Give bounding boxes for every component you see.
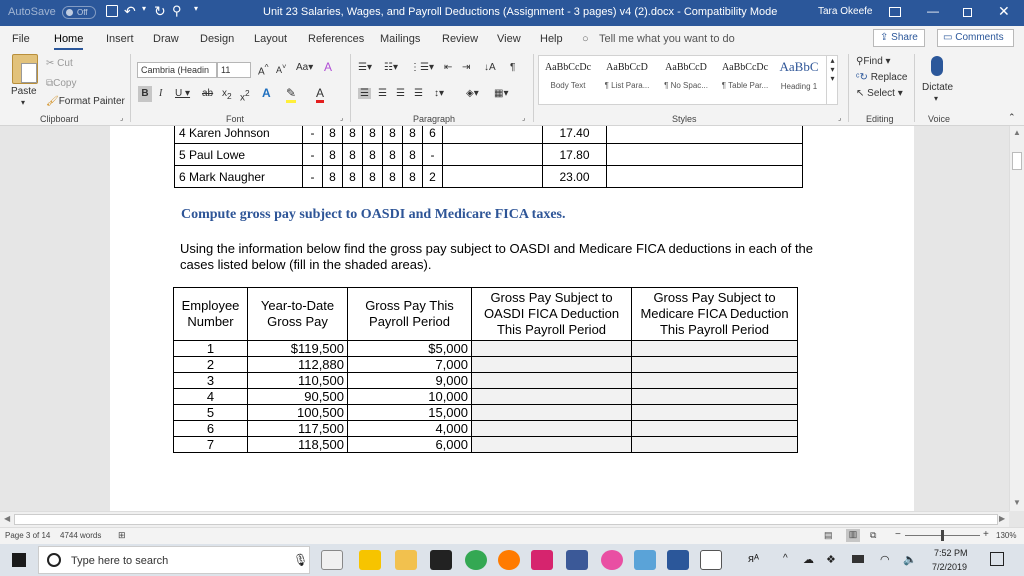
word-icon[interactable] (667, 550, 689, 570)
minimize-icon[interactable]: — (927, 4, 939, 18)
tab-help[interactable]: Help (540, 33, 563, 45)
tab-references[interactable]: References (308, 33, 365, 45)
web-layout-icon[interactable]: ⧉ (870, 530, 877, 540)
tab-design[interactable]: Design (200, 33, 235, 45)
store-icon[interactable] (359, 550, 381, 570)
medicare-input-cell[interactable] (632, 421, 798, 437)
people-icon[interactable]: ᴙᴬ (748, 553, 759, 565)
timesheet-table (174, 126, 803, 188)
clear-format-icon[interactable]: A (324, 60, 333, 74)
file-explorer-icon[interactable] (395, 550, 417, 570)
oasdi-input-cell[interactable] (472, 437, 632, 453)
search-icon: ⚲ (856, 56, 864, 67)
instructions-text: Using the information below find the gross pay subject to OASDI and Medicare FICA deductions in each of the cases listed below (fill in the shaded areas). (180, 241, 814, 272)
oasdi-input-cell[interactable] (472, 373, 632, 389)
table-row: 4 90,500 10,000 (174, 389, 798, 405)
table-row: 6 117,500 4,000 (174, 421, 798, 437)
table-header-row (174, 288, 798, 341)
scroll-thumb[interactable] (1012, 152, 1022, 170)
scroll-up-icon[interactable]: ▲ (1013, 128, 1021, 137)
notification-icon[interactable] (990, 552, 1004, 566)
scissors-icon: ✂ (46, 58, 55, 69)
oasdi-input-cell[interactable] (472, 357, 632, 373)
lightbulb-icon: ○ (582, 33, 589, 45)
medicare-input-cell[interactable] (632, 341, 798, 357)
replace-button[interactable]: ᶜ↻ Replace (856, 72, 908, 83)
redo-icon[interactable]: ↻ (154, 3, 166, 19)
medicare-input-cell[interactable] (632, 373, 798, 389)
oasdi-input-cell[interactable] (472, 389, 632, 405)
find-button[interactable]: ⚲Find ▾ (856, 56, 891, 67)
style-no-spacing[interactable]: AaBbCcD ¶ No Spac... (664, 62, 708, 90)
change-case-icon[interactable]: Aa▾ (296, 62, 314, 73)
medicare-input-cell[interactable] (632, 357, 798, 373)
dictate-button[interactable]: Dictate (922, 82, 954, 93)
bold-button[interactable]: B (138, 86, 152, 102)
horizontal-scrollbar[interactable] (0, 511, 1009, 527)
table-row: 7 118,500 6,000 (174, 437, 798, 453)
volume-icon[interactable]: 🔈 (903, 554, 917, 566)
align-left-icon[interactable]: ☰ (360, 88, 369, 99)
paste-icon[interactable] (12, 54, 38, 84)
chrome-icon[interactable] (465, 550, 487, 570)
style-list-paragraph[interactable]: AaBbCcD ¶ List Para... (604, 62, 650, 90)
borders-icon[interactable]: ▦▾ (494, 88, 509, 99)
status-bar (0, 527, 1024, 544)
undo-dropdown-icon[interactable]: ▾ (142, 4, 147, 13)
paste-button[interactable]: Paste (11, 86, 37, 97)
gross-pay-table (173, 287, 798, 453)
oasdi-input-cell[interactable] (472, 421, 632, 437)
tell-me-box[interactable]: Tell me what you want to do (599, 33, 735, 45)
superscript-button[interactable]: $x^2$ (240, 88, 250, 104)
mail-icon[interactable] (430, 550, 452, 570)
share-icon: ⇪ (880, 32, 892, 43)
paragraph-launcher-icon[interactable]: ⌟ (522, 115, 526, 122)
autosave-toggle[interactable]: Off (62, 6, 96, 19)
document-title: Unit 23 Salaries, Wages, and Payroll Deductions (Assignment - 3 pages) v4 (2).docx - Compatibility Mode (263, 6, 778, 18)
close-icon[interactable]: ✕ (998, 3, 1010, 19)
table-row: 1 $119,500 $5,000 (174, 341, 798, 357)
underline-button[interactable]: U ▾ (175, 88, 191, 99)
document-area (0, 126, 1024, 511)
collapse-ribbon-icon[interactable]: ⌃ (1008, 112, 1016, 122)
text-effects-icon[interactable]: A (262, 86, 271, 100)
customize-icon[interactable]: ⚲ (172, 3, 182, 18)
table-row: 3 110,500 9,000 (174, 373, 798, 389)
numbering-icon[interactable]: ☷▾ (384, 62, 398, 73)
word-count[interactable]: 4744 words (60, 531, 102, 540)
comment-icon: ▭ (943, 32, 956, 43)
column-header: Year-to-Date Gross Pay (248, 288, 348, 341)
document-page (110, 126, 914, 511)
save-icon[interactable] (106, 5, 118, 17)
calculator-icon[interactable] (700, 550, 722, 570)
page-count[interactable]: Page 3 of 14 (5, 531, 51, 540)
medicare-input-cell[interactable] (632, 437, 798, 453)
scroll-left-icon[interactable]: ◀ (4, 514, 11, 523)
employee-name: 4 Karen Johnson (175, 126, 303, 144)
dropbox-icon[interactable]: ❖ (826, 554, 836, 566)
justify-icon[interactable]: ☰ (414, 88, 423, 99)
paste-dropdown-icon[interactable]: ▾ (21, 98, 26, 107)
itunes-icon[interactable] (601, 550, 623, 570)
increase-indent-icon[interactable]: ⇥ (462, 62, 471, 73)
microphone-icon[interactable]: 🎙 (293, 553, 309, 567)
table-row: 5 100,500 15,000 (174, 405, 798, 421)
zoom-out-icon[interactable]: − (895, 529, 901, 540)
style-body-text[interactable]: AaBbCcDc Body Text (544, 62, 592, 90)
restore-icon[interactable] (963, 8, 972, 17)
quick-access-dropdown-icon[interactable]: ▾ (194, 4, 199, 13)
wifi-icon[interactable]: ◠ (880, 554, 890, 566)
strikethrough-button[interactable]: ab (202, 88, 214, 99)
scroll-right-icon[interactable]: ▶ (999, 514, 1006, 523)
horizontal-scroll-thumb[interactable] (14, 514, 998, 525)
medicare-input-cell[interactable] (632, 405, 798, 421)
table-row: 5 Paul Lowe - 8 8 8 8 8 - 17.80 (175, 144, 803, 166)
hours-total: 17.80 (543, 144, 607, 166)
microphone-icon[interactable] (931, 56, 943, 76)
music-app-icon[interactable] (531, 550, 553, 570)
medicare-input-cell[interactable] (632, 389, 798, 405)
proofing-icon[interactable]: ⊞ (118, 530, 126, 540)
shrink-font-icon[interactable]: A˅ (276, 62, 287, 75)
line-spacing-icon[interactable]: ↕▾ (434, 88, 445, 99)
oasdi-input-cell[interactable] (472, 341, 632, 357)
clock-date[interactable]: 7/2/2019 (932, 562, 968, 572)
photos-icon[interactable] (634, 550, 656, 570)
font-size-box[interactable]: 11 (217, 62, 251, 78)
paragraph-group-label: Paragraph (413, 114, 456, 124)
replace-icon: ᶜ↻ (856, 72, 868, 83)
cut-button[interactable]: ✂ Cut (46, 58, 73, 69)
tab-file[interactable]: File (12, 33, 30, 45)
align-right-icon[interactable]: ☰ (396, 88, 405, 99)
styles-launcher-icon[interactable]: ⌟ (838, 115, 842, 122)
vertical-scrollbar[interactable] (1009, 126, 1024, 511)
grow-font-icon[interactable]: A^ (258, 62, 269, 78)
clipboard-launcher-icon[interactable]: ⌟ (120, 115, 124, 122)
tab-home[interactable]: Home (54, 33, 83, 50)
comments-button[interactable]: ▭ Comments (937, 29, 1014, 47)
styles-group-label: Styles (672, 114, 697, 124)
battery-icon[interactable] (852, 555, 864, 563)
ribbon (0, 50, 1024, 126)
dictate-dropdown-icon[interactable]: ▾ (934, 94, 939, 103)
oasdi-input-cell[interactable] (472, 405, 632, 421)
styles-scroll-icon[interactable]: ▴ ▾ ▾ (826, 56, 838, 104)
table-row: 2 112,880 7,000 (174, 357, 798, 373)
title-bar (0, 0, 1024, 26)
copy-icon: ⧉ (46, 78, 54, 89)
print-layout-icon[interactable]: ▥ (846, 529, 860, 542)
cursor-icon: ↖ (856, 88, 865, 99)
ribbon-display-icon[interactable] (889, 7, 901, 17)
sort-icon[interactable]: ↓A (484, 62, 496, 73)
tab-review[interactable]: Review (442, 33, 479, 45)
taskbar-search-box[interactable]: Type here to search 🎙 (38, 546, 310, 574)
read-mode-icon[interactable]: ▤ (824, 530, 833, 540)
font-name-box[interactable]: Cambria (Headin (137, 62, 217, 78)
tray-expand-icon[interactable]: ^ (783, 553, 788, 564)
facebook-icon[interactable] (566, 550, 588, 570)
hours-total: 17.40 (543, 126, 607, 144)
tab-insert[interactable]: Insert (106, 33, 134, 45)
employee-name: 5 Paul Lowe (175, 144, 303, 166)
tab-view[interactable]: View (497, 33, 521, 45)
hours-total: 23.00 (543, 166, 607, 188)
column-header: Gross Pay Subject to Medicare FICA Deduction This Payroll Period (632, 288, 798, 341)
zoom-in-icon[interactable]: + (983, 529, 989, 540)
column-header: Employee Number (174, 288, 248, 341)
windows-start-icon[interactable] (12, 553, 26, 567)
font-launcher-icon[interactable]: ⌟ (340, 115, 344, 122)
bullets-icon[interactable]: ☰▾ (358, 62, 372, 73)
italic-button[interactable]: I (159, 88, 163, 99)
font-group-label: Font (226, 114, 245, 124)
zoom-level[interactable]: 130% (996, 531, 1017, 540)
align-center-icon[interactable]: ☰ (378, 88, 387, 99)
user-name[interactable]: Tara Okeefe (818, 6, 873, 17)
subscript-button[interactable]: $x_2$ (222, 88, 232, 101)
autosave-label: AutoSave (8, 6, 56, 18)
format-painter-button[interactable]: 🖌Format Painter (46, 96, 125, 107)
table-row: 6 Mark Naugher - 8 8 8 8 8 2 23.00 (175, 166, 803, 188)
ribbon-tabs (0, 26, 1024, 50)
firefox-icon[interactable] (498, 550, 520, 570)
scroll-down-icon[interactable]: ▼ (1013, 498, 1021, 507)
style-heading-1[interactable]: AaBbC Heading 1 (779, 59, 819, 91)
table-row: 4 Karen Johnson - 8 8 8 8 8 6 17.40 (175, 126, 803, 144)
cortana-icon (47, 553, 61, 567)
select-button[interactable]: ↖ Select ▾ (856, 88, 903, 99)
employee-name: 6 Mark Naugher (175, 166, 303, 188)
font-color-icon[interactable]: A (316, 86, 324, 100)
tab-layout[interactable]: Layout (254, 33, 288, 45)
clock-time[interactable]: 7:52 PM (934, 548, 968, 558)
column-header: Gross Pay Subject to OASDI FICA Deduction This Payroll Period (472, 288, 632, 341)
editing-group-label: Editing (866, 114, 894, 124)
undo-icon[interactable]: ↶ (124, 3, 136, 19)
copy-button[interactable]: ⧉Copy (46, 78, 77, 89)
tab-mailings[interactable]: Mailings (380, 33, 421, 45)
multilevel-list-icon[interactable]: ⋮☰▾ (410, 62, 434, 73)
column-header: Gross Pay This Payroll Period (348, 288, 472, 341)
style-table-paragraph[interactable]: AaBbCcDc ¶ Table Par... (721, 62, 769, 90)
shading-icon[interactable]: ◈▾ (466, 88, 479, 99)
tab-draw[interactable]: Draw (153, 33, 179, 45)
taskbar (0, 544, 1024, 576)
task-view-icon[interactable] (321, 550, 343, 570)
brush-icon: 🖌 (46, 96, 59, 107)
zoom-slider-thumb[interactable] (941, 530, 944, 541)
onedrive-icon[interactable]: ☁ (803, 554, 814, 566)
voice-group-label: Voice (928, 114, 951, 124)
share-button[interactable]: ⇪ Share (873, 29, 925, 47)
pilcrow-icon[interactable]: ¶ (510, 62, 516, 73)
decrease-indent-icon[interactable]: ⇤ (444, 62, 453, 73)
clipboard-group-label: Clipboard (40, 114, 79, 124)
highlight-icon[interactable]: ✎ (286, 86, 296, 100)
section-heading: Compute gross pay subject to OASDI and Medicare FICA taxes. (181, 207, 566, 222)
